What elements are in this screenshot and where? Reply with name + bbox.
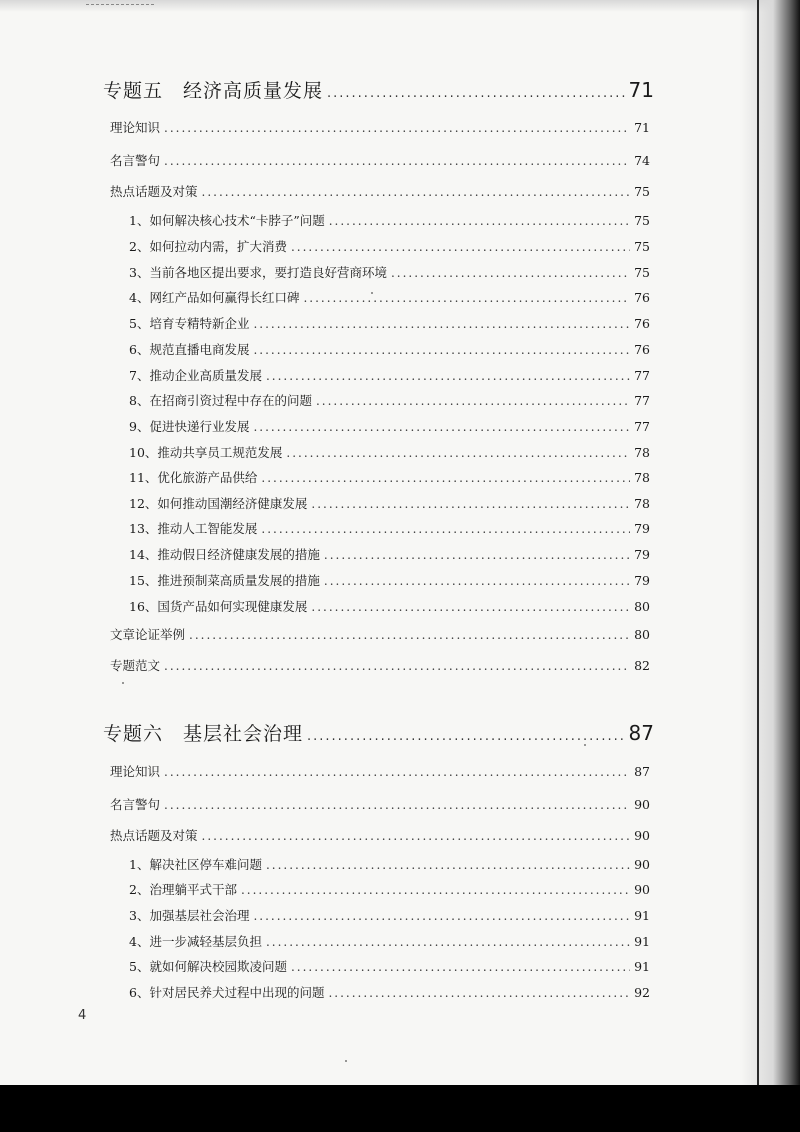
toc-item[interactable]: [129, 314, 650, 332]
page-ref: 75: [634, 184, 650, 199]
entry-label: 5、就如何解决校园欺凌问题: [129, 959, 287, 974]
entry-label: 2、治理躺平式干部: [129, 882, 237, 897]
toc-item[interactable]: [129, 468, 650, 486]
toc-item[interactable]: [129, 288, 650, 306]
entry-label: 理论知识: [110, 764, 161, 779]
entry-label: 专题范文: [110, 658, 161, 673]
entry-label: 8、在招商引资过程中存在的问题: [129, 393, 312, 408]
toc-item[interactable]: [129, 340, 650, 358]
dot-leader: [253, 343, 630, 357]
page-ref: 87: [628, 721, 654, 745]
dot-leader: [261, 522, 630, 536]
entry-label: 1、如何解决核心技术“卡脖子”问题: [129, 213, 325, 228]
toc-item[interactable]: [129, 263, 650, 281]
toc-item[interactable]: [129, 366, 650, 384]
toc-entry-theory[interactable]: [110, 118, 650, 136]
page-ref: 76: [634, 316, 650, 331]
dot-leader: [327, 86, 625, 101]
dot-leader: [303, 291, 630, 305]
entry-label: 3、当前各地区提出要求，要打造良好营商环境: [129, 265, 387, 280]
dot-leader: [253, 420, 630, 434]
entry-label: 12、如何推动国潮经济健康发展: [129, 496, 308, 511]
binding-shadow: [740, 0, 800, 1085]
toc-item[interactable]: [129, 545, 650, 563]
entry-label: 2、如何拉动内需，扩大消费: [129, 239, 287, 254]
dot-leader: [291, 960, 630, 974]
entry-label: 5、培育专精特新企业: [129, 316, 250, 331]
page-ref: 78: [634, 445, 650, 460]
toc-item[interactable]: [129, 237, 650, 255]
dot-leader: [241, 883, 630, 897]
toc-entry-theory[interactable]: [110, 762, 650, 780]
chapter-6-heading[interactable]: [103, 719, 654, 746]
page-ref: 77: [634, 368, 650, 383]
page-ref: 78: [634, 470, 650, 485]
page-ref: 90: [634, 882, 650, 897]
page-ref: 90: [634, 828, 650, 843]
entry-label: 9、促进快递行业发展: [129, 419, 250, 434]
toc-entry-quotes[interactable]: [110, 151, 650, 169]
dot-leader: [311, 600, 630, 614]
scan-speck: [371, 292, 373, 294]
entry-label: 13、推动人工智能发展: [129, 521, 258, 536]
entry-label: 文章论证举例: [110, 627, 186, 642]
dot-leader: [253, 909, 630, 923]
dot-leader: [266, 935, 630, 949]
page-ref: 92: [634, 985, 650, 1000]
dot-leader: [286, 446, 630, 460]
toc-item[interactable]: [129, 957, 650, 975]
page-ref: 90: [634, 857, 650, 872]
entry-label: 6、规范直播电商发展: [129, 342, 250, 357]
dot-leader: [311, 497, 630, 511]
chapter-title: 专题六 基层社会治理: [103, 723, 304, 745]
page-ref: 76: [634, 342, 650, 357]
page-ref: 77: [634, 419, 650, 434]
toc-entry-hot-topics[interactable]: [110, 826, 650, 844]
page-ref: 71: [634, 120, 650, 135]
toc-entry-quotes[interactable]: [110, 795, 650, 813]
toc-entry-hot-topics[interactable]: [110, 182, 650, 200]
entry-label: 热点话题及对策: [110, 828, 198, 843]
page-ref: 91: [634, 959, 650, 974]
dot-leader: [164, 765, 630, 779]
dot-leader: [291, 240, 630, 254]
toc-item[interactable]: [129, 519, 650, 537]
dot-leader: [164, 121, 630, 135]
dot-leader: [329, 214, 630, 228]
page-number: 4: [78, 1008, 87, 1023]
scan-bottom-band: [0, 1085, 800, 1132]
page-ref: 76: [634, 290, 650, 305]
scan-speck: [345, 1060, 347, 1062]
entry-label: 名言警句: [110, 153, 161, 168]
chapter-title: 专题五 经济高质量发展: [103, 80, 324, 102]
scan-top-mark: [86, 0, 154, 5]
toc-item[interactable]: [129, 983, 650, 1001]
dot-leader: [307, 729, 625, 744]
entry-label: 11、优化旅游产品供给: [129, 470, 258, 485]
page-ref: 71: [628, 78, 654, 102]
entry-label: 热点话题及对策: [110, 184, 198, 199]
page-ref: 87: [634, 764, 650, 779]
page-ref: 91: [634, 908, 650, 923]
toc-item[interactable]: [129, 880, 650, 898]
dot-leader: [189, 628, 630, 642]
entry-label: 14、推动假日经济健康发展的措施: [129, 547, 320, 562]
dot-leader: [316, 394, 630, 408]
page-ref: 91: [634, 934, 650, 949]
dot-leader: [328, 986, 630, 1000]
page-ref: 79: [634, 521, 650, 536]
page-ref: 79: [634, 547, 650, 562]
dot-leader: [261, 471, 630, 485]
entry-label: 7、推动企业高质量发展: [129, 368, 262, 383]
page-ref: 78: [634, 496, 650, 511]
binding-line: [757, 0, 759, 1085]
dot-leader: [164, 798, 630, 812]
dot-leader: [266, 858, 630, 872]
page-ref: 80: [634, 627, 650, 642]
dot-leader: [266, 369, 630, 383]
entry-label: 4、进一步减轻基层负担: [129, 934, 262, 949]
toc-item[interactable]: [129, 494, 650, 512]
entry-label: 6、针对居民养犬过程中出现的问题: [129, 985, 325, 1000]
toc-item[interactable]: [129, 443, 650, 461]
toc-entry-essay[interactable]: [110, 656, 650, 674]
entry-label: 16、国货产品如何实现健康发展: [129, 599, 308, 614]
entry-label: 4、网红产品如何赢得长红口碑: [129, 290, 300, 305]
entry-label: 理论知识: [110, 120, 161, 135]
page-ref: 75: [634, 265, 650, 280]
chapter-5-heading[interactable]: [103, 76, 654, 103]
page-ref: 82: [634, 658, 650, 673]
toc-item[interactable]: [129, 855, 650, 873]
entry-label: 3、加强基层社会治理: [129, 908, 250, 923]
entry-label: 名言警句: [110, 797, 161, 812]
dot-leader: [202, 185, 631, 199]
entry-label: 10、推动共享员工规范发展: [129, 445, 283, 460]
toc-item[interactable]: [129, 211, 650, 229]
scan-speck: [122, 682, 124, 684]
toc-item[interactable]: [129, 391, 650, 409]
page-ref: 79: [634, 573, 650, 588]
toc-item[interactable]: [129, 417, 650, 435]
page-ref: 77: [634, 393, 650, 408]
entry-label: 15、推进预制菜高质量发展的措施: [129, 573, 320, 588]
page-ref: 80: [634, 599, 650, 614]
page-ref: 75: [634, 239, 650, 254]
toc-item[interactable]: [129, 597, 650, 615]
page-ref: 90: [634, 797, 650, 812]
toc-entry-examples[interactable]: [110, 625, 650, 643]
toc-item[interactable]: [129, 906, 650, 924]
dot-leader: [324, 548, 630, 562]
dot-leader: [253, 317, 630, 331]
toc-item[interactable]: [129, 571, 650, 589]
dot-leader: [164, 154, 630, 168]
entry-label: 1、解决社区停车难问题: [129, 857, 262, 872]
dot-leader: [324, 574, 630, 588]
toc-item[interactable]: [129, 932, 650, 950]
page-ref: 74: [634, 153, 650, 168]
dot-leader: [202, 829, 631, 843]
dot-leader: [391, 266, 630, 280]
dot-leader: [164, 659, 630, 673]
scan-speck: [584, 744, 586, 746]
page-ref: 75: [634, 213, 650, 228]
